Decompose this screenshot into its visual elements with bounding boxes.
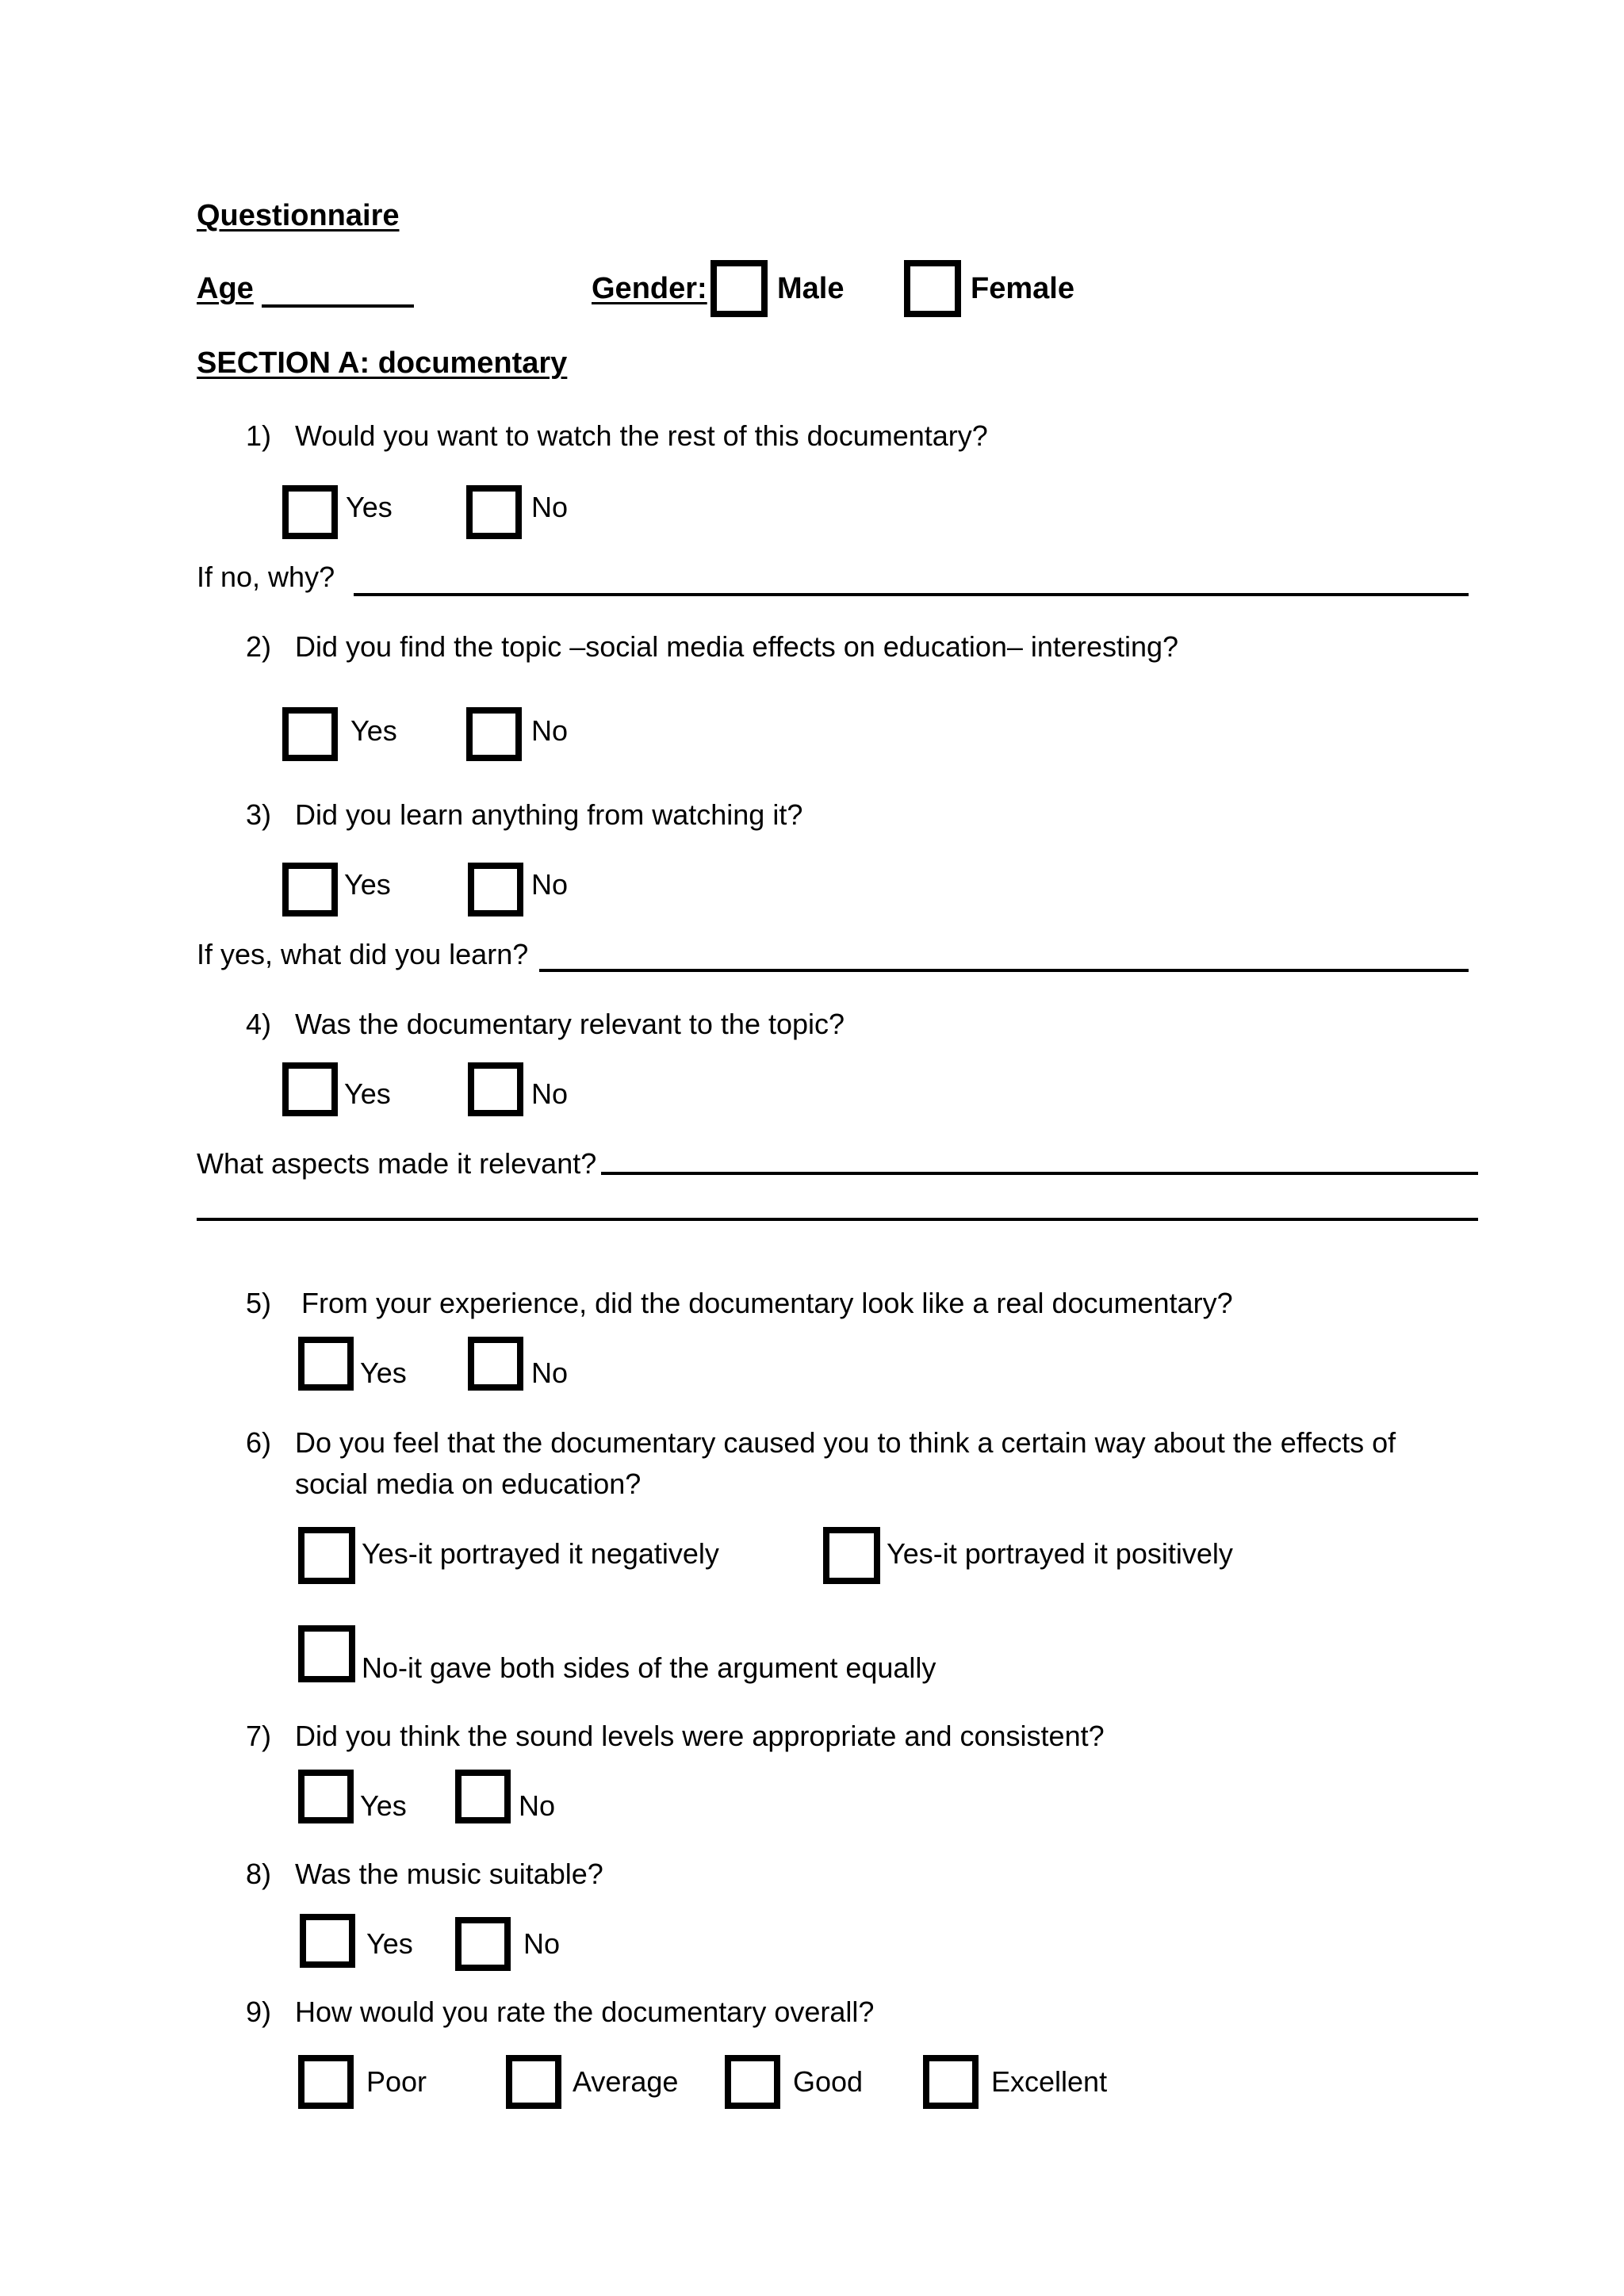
q4-yes-checkbox[interactable] <box>282 1062 338 1116</box>
q2-no-checkbox[interactable] <box>466 707 522 761</box>
option-label: Yes-it portrayed it negatively <box>362 1537 719 1570</box>
female-label: Female <box>971 272 1074 305</box>
option-label: Yes <box>366 1927 413 1960</box>
question-text: Did you learn anything from watching it? <box>295 798 803 831</box>
q3-no-checkbox[interactable] <box>468 863 523 916</box>
option-label: Excellent <box>991 2065 1108 2098</box>
option-label: Yes <box>346 491 393 523</box>
female-checkbox[interactable] <box>904 260 961 317</box>
followup-label: What aspects made it relevant? <box>197 1147 597 1180</box>
question-text: Do you feel that the documentary caused you to think a certain way about the effects of <box>295 1426 1396 1459</box>
q9-poor-checkbox[interactable] <box>298 2055 354 2109</box>
q5-yes-checkbox[interactable] <box>298 1337 354 1391</box>
option-label: No <box>531 1077 569 1110</box>
question-number: 3) <box>246 798 272 831</box>
option-label: Yes <box>344 868 391 901</box>
question-text: Was the music suitable? <box>295 1858 603 1890</box>
q4-answer-field-line2[interactable] <box>197 1218 1478 1221</box>
question-text: From your experience, did the documentary look like a real documentary? <box>301 1287 1233 1319</box>
option-label: No <box>531 1357 569 1389</box>
q9-average-checkbox[interactable] <box>506 2055 561 2109</box>
q4-answer-field[interactable] <box>601 1172 1478 1175</box>
q3-yes-checkbox[interactable] <box>282 863 338 916</box>
option-label: Yes <box>350 714 397 747</box>
q4-no-checkbox[interactable] <box>468 1062 523 1116</box>
option-label: Yes <box>360 1357 407 1389</box>
male-label: Male <box>777 272 845 305</box>
q6-both-sides-checkbox[interactable] <box>298 1625 355 1682</box>
page-title: Questionnaire <box>197 199 400 232</box>
q3-answer-field[interactable] <box>539 969 1469 972</box>
option-label: Yes <box>344 1077 391 1110</box>
question-text: Did you think the sound levels were appropriate and consistent? <box>295 1720 1105 1752</box>
option-label: Poor <box>366 2065 427 2098</box>
section-title: SECTION A: documentary <box>197 346 568 380</box>
followup-label: If no, why? <box>197 561 335 593</box>
question-number: 1) <box>246 419 272 452</box>
q7-no-checkbox[interactable] <box>455 1770 511 1823</box>
option-label: No <box>531 714 569 747</box>
question-number: 4) <box>246 1008 272 1040</box>
q1-yes-checkbox[interactable] <box>282 485 338 539</box>
q6-negative-checkbox[interactable] <box>298 1527 355 1584</box>
option-label: No-it gave both sides of the argument equally <box>362 1651 936 1684</box>
option-label: No <box>531 491 569 523</box>
question-text-continued: social media on education? <box>295 1468 642 1500</box>
question-number: 6) <box>246 1426 272 1459</box>
q8-no-checkbox[interactable] <box>455 1917 511 1971</box>
question-text: Did you find the topic –social media effects on education– interesting? <box>295 630 1179 663</box>
q1-no-checkbox[interactable] <box>466 485 522 539</box>
male-checkbox[interactable] <box>710 260 768 317</box>
q6-positive-checkbox[interactable] <box>823 1527 880 1584</box>
question-number: 2) <box>246 630 272 663</box>
option-label: Good <box>793 2065 864 2098</box>
q9-excellent-checkbox[interactable] <box>923 2055 979 2109</box>
q1-answer-field[interactable] <box>354 593 1469 596</box>
question-number: 5) <box>246 1287 272 1319</box>
option-label: No <box>531 868 569 901</box>
option-label: Average <box>573 2065 679 2098</box>
q5-no-checkbox[interactable] <box>468 1337 523 1391</box>
age-label: Age <box>197 272 254 305</box>
question-number: 7) <box>246 1720 272 1752</box>
age-field[interactable] <box>262 304 414 308</box>
question-text: Was the documentary relevant to the topic? <box>295 1008 845 1040</box>
q9-good-checkbox[interactable] <box>725 2055 780 2109</box>
followup-label: If yes, what did you learn? <box>197 938 529 970</box>
question-number: 8) <box>246 1858 272 1890</box>
option-label: Yes-it portrayed it positively <box>887 1537 1233 1570</box>
q8-yes-checkbox[interactable] <box>300 1914 355 1968</box>
q7-yes-checkbox[interactable] <box>298 1770 354 1823</box>
option-label: No <box>523 1927 561 1960</box>
question-number: 9) <box>246 1996 272 2028</box>
q2-yes-checkbox[interactable] <box>282 707 338 761</box>
question-text: Would you want to watch the rest of this documentary? <box>295 419 988 452</box>
option-label: Yes <box>360 1789 407 1822</box>
question-text: How would you rate the documentary overall? <box>295 1996 875 2028</box>
gender-label: Gender: <box>592 272 707 305</box>
option-label: No <box>519 1789 556 1822</box>
